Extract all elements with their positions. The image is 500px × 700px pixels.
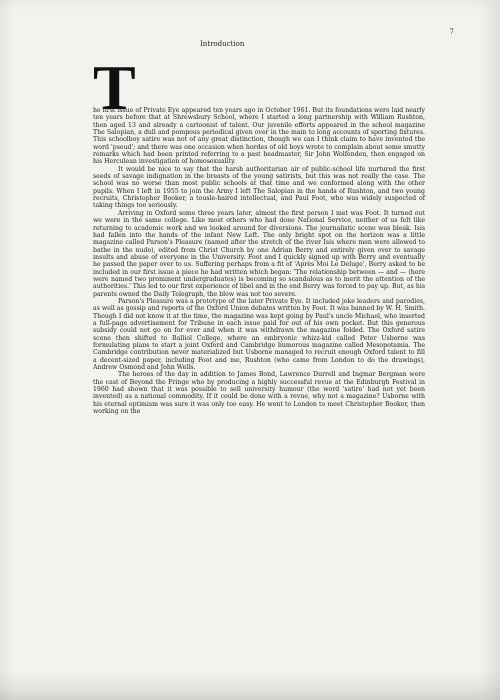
page-edge-shading <box>0 0 14 700</box>
paragraph: It would be nice to say that the harsh authoritarian air of public-school life nurtured the first seeds of savage indignation in the breasts of the young satirists, but this was not really the case. The school was no worse than most public schools at that time and we conformed along with the other pupils. When I left in 1955 to join the Army I left The Salopian in the hands of Rushton, and two young recruits, Christopher Booker, a tousle-haired intellectual, and Paul Foot, who was widely suspected of taking things too seriously. <box>93 165 425 210</box>
drop-cap: T <box>93 52 136 123</box>
paragraph: he first issue of Private Eye appeared ten years ago in October 1961. But its foundations were laid nearly ten years before that at Shrewsbury School, where I started a long partnership with William Rushton, then aged 13 and already a cartoonist of talent. Our juvenile efforts appeared in the school magazine The Salopian, a dull and pompous periodical given over in the main to long accounts of sporting fixtures. This schoolboy satire was not of any great distinction, though we can I think claim to have invented the word 'pseud'; and there was one occasion when hordes of old boys wrote to complain about some smutty remarks which had been printed referring to a past headmaster, Sir John Wolfenden, then engaged on his Herculean investigation of homosexuality. <box>93 107 425 166</box>
running-header: Introduction <box>200 40 245 48</box>
paragraph: Arriving in Oxford some three years later, almost the first person I met was Foot. It turned out we were in the same college. Like most others who had done National Service, neither of us felt like returning to academic work and we looked around for diversions. The journalistic scene was bleak. Isis had fallen into the hands of the infant New Left. The only bright spot on the horizon was a little magazine called Parson's Pleasure (named after the stretch of the river Isis where men were allowed to bathe in the nude), edited from Christ Church by one Adrian Berry and entirely given over to savage insults and abuse of everyone in the University. Foot and I quickly signed up with Berry and eventually he passed the paper over to us. Suffering perhaps from a fit of 'Après Moi Le Deluge', Berry asked to be included in our first issue a piece he had written which began: 'The relationship between — and — (here were named two prominent undergraduates) is becoming so scandalous as to merit the attention of the authorities.' This led to our first experience of libel and in the end Berry was forced to pay up. But, as his parents owned the Daily Telegraph, the blow was not too severe. <box>93 209 425 298</box>
paragraph: Parson's Pleasure was a prototype of the later Private Eye. It included joke leaders and parodies, as well as gossip and reports of the Oxford Union debates written by Foot. It was banned by W. H. Smith. Though I did not know it at the time, the magazine was kept going by Paul's uncle Michael, who inserted a full-page advertisement for Tribune in each issue paid for out of his own pocket. But this generous subsidy could not go on for ever and when it was withdrawn the magazine folded. The Oxford satire scene then shifted to Balliol College, where an embryonic whizz-kid called Peter Usborne was formulating plans to start a joint Oxford and Cambridge humorous magazine called Mesopotamia. The Cambridge contribution never materialized but Usborne managed to recruit enough Oxford talent to fill a decent-sized paper, including Foot and me, Rushton (who came from London to do the drawings), Andrew Osmond and John Wells. <box>93 297 425 372</box>
page-number: 7 <box>449 28 454 36</box>
page-bottom-shadow <box>0 670 500 700</box>
body-text <box>93 107 425 415</box>
paragraph: The heroes of the day in addition to James Bond, Lawrence Durrell and Ingmar Bergman were the cast of Beyond the Fringe who by producing a highly successful revue at the Edinburgh Festival in 1960 had shown that it was possible to sell university humour (the word 'satire' had not yet been invented) as a national commodity. If it could be done with a revue, why not a magazine? Usborne with his eternal optimism was sure it was only too easy. He went to London to meet Christopher Booker, then working on the <box>93 371 425 416</box>
